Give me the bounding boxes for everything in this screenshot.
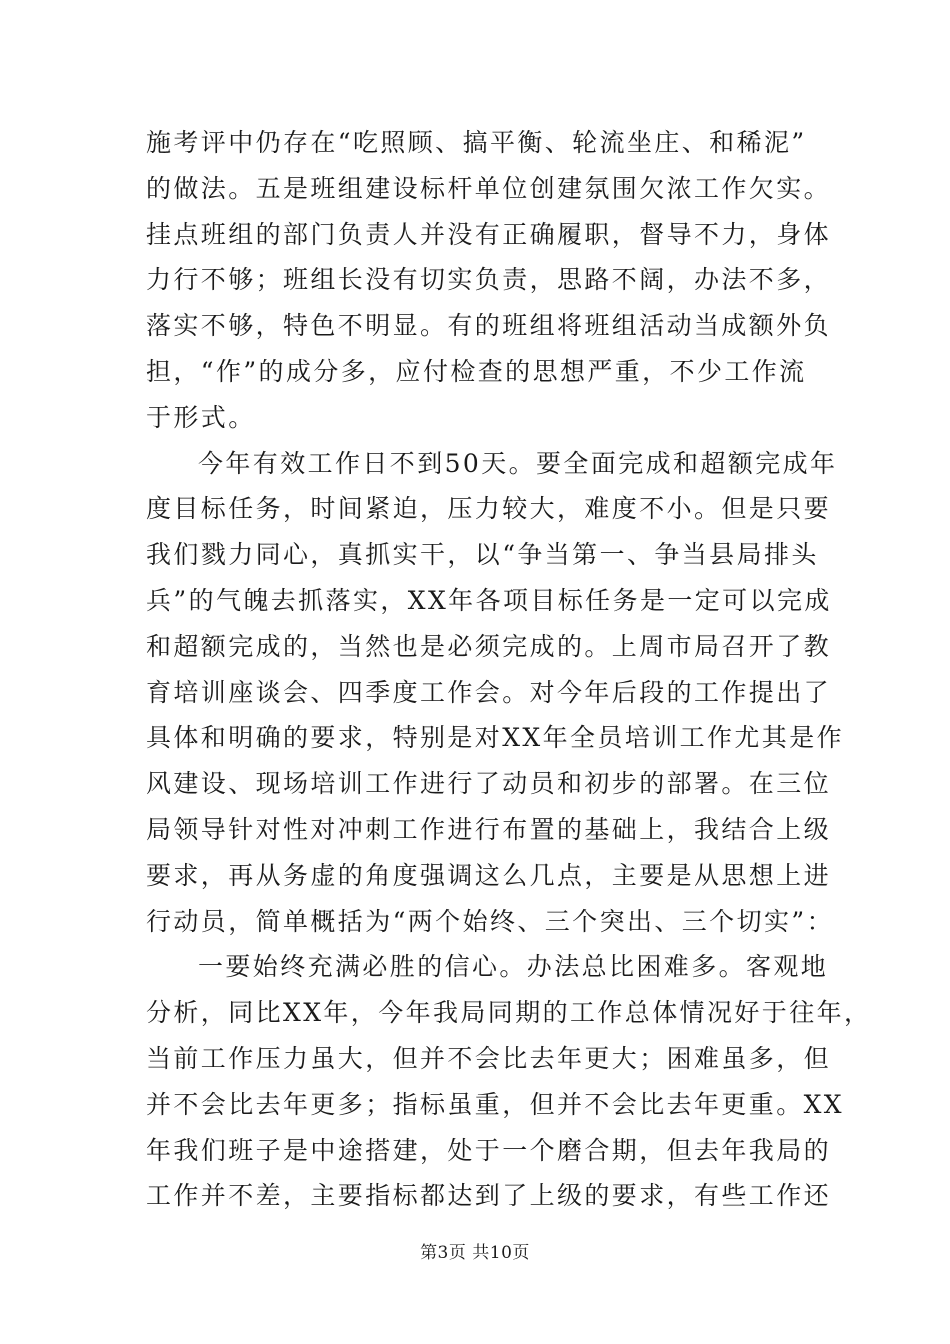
body-text — [146, 120, 872, 1219]
text-line: 担，“作”的成分多，应付检查的思想严重，不少工作流 — [146, 356, 807, 386]
text-line: 年我们班子是中途搭建，处于一个磨合期，但去年我局的 — [146, 1135, 832, 1165]
text-line: 于形式。 — [146, 402, 256, 432]
text-line: 当前工作压力虽大，但并不会比去年更大；困难虽多，但 — [146, 1043, 832, 1073]
text-line: 育培训座谈会、四季度工作会。对今年后段的工作提出了 — [146, 677, 832, 707]
text-line: 分析，同比XX年，今年我局同期的工作总体情况好于往年， — [146, 998, 872, 1028]
text-line: 风建设、现场培训工作进行了动员和初步的部署。在三位 — [146, 769, 832, 799]
text-line: 我们戮力同心，真抓实干，以“争当第一、争当县局排头 — [146, 540, 819, 570]
text-line: 兵”的气魄去抓落实，XX年各项目标任务是一定可以完成 — [146, 585, 832, 615]
text-line: 具体和明确的要求，特别是对XX年全员培训工作尤其是作 — [146, 723, 844, 753]
text-line: 的做法。五是班组建设标杆单位创建氛围欠浓工作欠实。 — [146, 173, 832, 203]
text-line: 工作并不差，主要指标都达到了上级的要求，有些工作还 — [146, 1181, 832, 1211]
text-line: 一要始终充满必胜的信心。办法总比困难多。客观地 — [198, 952, 829, 982]
text-line: 和超额完成的，当然也是必须完成的。上周市局召开了教 — [146, 631, 832, 661]
text-line: 施考评中仍存在“吃照顾、搞平衡、轮流坐庄、和稀泥” — [146, 128, 807, 157]
text-line: 行动员，简单概括为“两个始终、三个突出、三个切实”： — [146, 906, 834, 936]
text-line: 度目标任务，时间紧迫，压力较大，难度不小。但是只要 — [146, 494, 832, 524]
text-line: 并不会比去年更多；指标虽重，但并不会比去年更重。XX — [146, 1089, 844, 1119]
text-line: 力行不够；班组长没有切实负责，思路不阔，办法不多， — [146, 265, 832, 295]
text-line: 挂点班组的部门负责人并没有正确履职，督导不力，身体 — [146, 219, 832, 249]
text-line: 要求，再从务虚的角度强调这么几点，主要是从思想上进 — [146, 860, 832, 890]
text-line: 局领导针对性对冲刺工作进行布置的基础上，我结合上级 — [146, 814, 832, 844]
text-line: 今年有效工作日不到50天。要全面完成和超额完成年 — [198, 448, 838, 478]
page-footer: 第3页 共10页 — [420, 1243, 530, 1263]
text-line: 落实不够，特色不明显。有的班组将班组活动当成额外负 — [146, 311, 832, 341]
